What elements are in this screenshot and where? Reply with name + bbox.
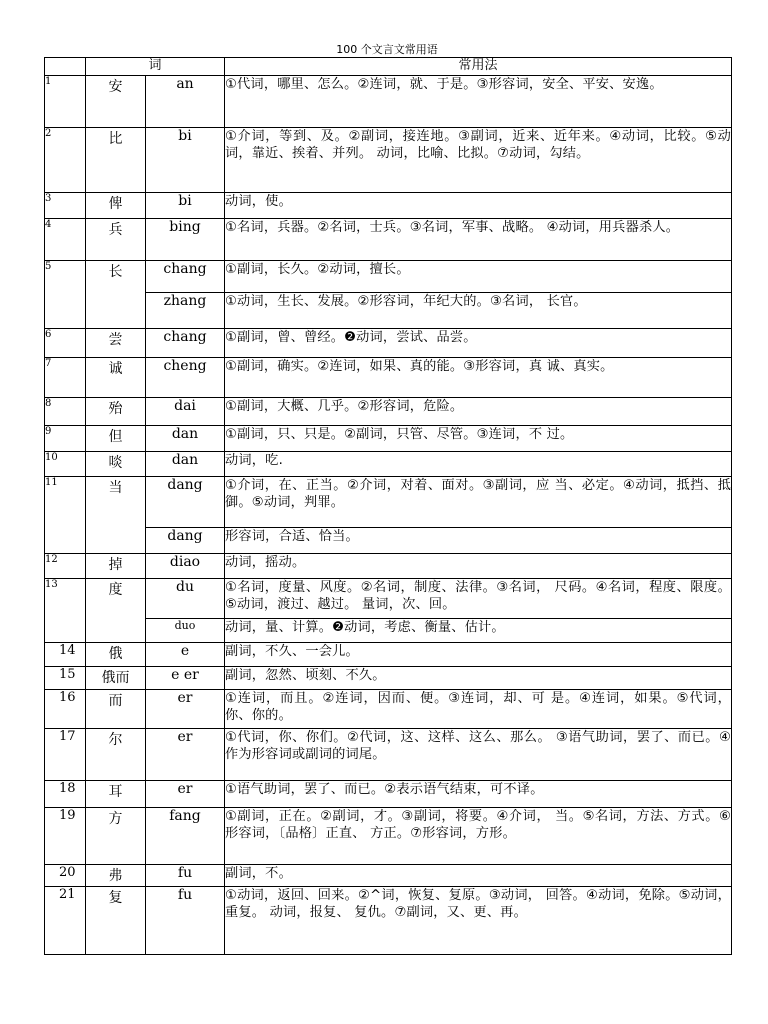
- row-pinyin: dang: [146, 528, 225, 554]
- row-number: 9: [45, 426, 86, 452]
- row-usage: ①动词，生长、发展。②形容词，年纪大的。③名词， 长官。: [225, 293, 732, 329]
- row-number: 18: [45, 781, 86, 808]
- table-row: [45, 193, 732, 219]
- table-row: [45, 76, 732, 128]
- row-number: 16: [45, 690, 86, 729]
- row-pinyin: er: [146, 729, 225, 781]
- row-pinyin: zhang: [146, 293, 225, 329]
- table-row: [45, 579, 732, 619]
- row-pinyin: bi: [146, 193, 225, 219]
- row-usage: ①名词，兵器。②名词，士兵。③名词，军事、战略。 ④动词，用兵器杀人。: [225, 219, 732, 261]
- row-number: 14: [45, 643, 86, 667]
- table-row: [45, 261, 732, 293]
- row-pinyin: dan: [146, 452, 225, 477]
- row-usage: 动词，使。: [225, 193, 732, 219]
- row-character: 啖: [86, 452, 146, 477]
- row-pinyin: dai: [146, 398, 225, 426]
- header-blank: [45, 58, 86, 76]
- row-character: 俾: [86, 193, 146, 219]
- row-usage: ①副词，正在。②副词，才。③副词，将要。④介词， 当。⑤名词，方法、方式。⑥ 形容词，〔品格〕正直、 方正。⑦形容词，方形。: [225, 808, 732, 865]
- row-number: 2: [45, 128, 86, 193]
- row-pinyin: fu: [146, 865, 225, 887]
- row-usage: ①副词，只、只是。②副词，只管、尽管。③连词，不 过。: [225, 426, 732, 452]
- row-number: 8: [45, 398, 86, 426]
- row-pinyin: er: [146, 781, 225, 808]
- row-number: 17: [45, 729, 86, 781]
- row-character: 但: [86, 426, 146, 452]
- row-character: 比: [86, 128, 146, 193]
- table-row: [45, 729, 732, 781]
- row-character: 长: [86, 261, 146, 329]
- row-number: 3: [45, 193, 86, 219]
- table-row: [45, 528, 732, 554]
- row-character: 尔: [86, 729, 146, 781]
- row-pinyin: fu: [146, 887, 225, 955]
- row-usage: 副词，不久、一会儿。: [225, 643, 732, 667]
- table-row: [45, 619, 732, 643]
- table-row: [45, 887, 732, 955]
- row-character: 安: [86, 76, 146, 128]
- row-character: 尝: [86, 329, 146, 358]
- table-row: [45, 219, 732, 261]
- row-pinyin: fang: [146, 808, 225, 865]
- row-character: 方: [86, 808, 146, 865]
- row-usage: 副词，忽然、顷刻、不久。: [225, 667, 732, 690]
- row-pinyin: bing: [146, 219, 225, 261]
- row-character: 诚: [86, 358, 146, 398]
- row-pinyin: cheng: [146, 358, 225, 398]
- row-number: 12: [45, 554, 86, 579]
- row-usage: ①连词，而且。②连词，因而、便。③连词，却、可 是。④连词，如果。⑤代词，你、你的。: [225, 690, 732, 729]
- row-character: 俄而: [86, 667, 146, 690]
- row-usage: 副词，不。: [225, 865, 732, 887]
- table-row: [45, 128, 732, 193]
- row-character: 俄: [86, 643, 146, 667]
- header-usage: 常用法: [225, 58, 732, 76]
- table-row: [45, 667, 732, 690]
- table-row: [45, 452, 732, 477]
- row-number: 15: [45, 667, 86, 690]
- row-usage: ①语气助词，罢了、而已。②表示语气结束，可不译。: [225, 781, 732, 808]
- row-character: 殆: [86, 398, 146, 426]
- row-number: 4: [45, 219, 86, 261]
- document-title: 100 个文言文常用语: [336, 43, 438, 56]
- row-pinyin: chang: [146, 329, 225, 358]
- row-usage: ①副词，确实。②连词，如果、真的能。③形容词，真 诚、真实。: [225, 358, 732, 398]
- row-number: 1: [45, 76, 86, 128]
- row-usage: ①名词，度量、风度。②名词，制度、法律。③名词， 尺码。④名词，程度、限度。⑤动词，渡过、越过。 量词，次、回。: [225, 579, 732, 619]
- table-row: [45, 293, 732, 329]
- row-character: 当: [86, 477, 146, 554]
- row-pinyin: an: [146, 76, 225, 128]
- row-usage: ①副词，曾、曾经。❷动词，尝试、品尝。: [225, 329, 732, 358]
- row-usage: 动词，量、计算。❷动词，考虑、衡量、估计。: [225, 619, 732, 643]
- row-pinyin: e: [146, 643, 225, 667]
- row-number: 10: [45, 452, 86, 477]
- table-row: [45, 329, 732, 358]
- row-pinyin: bi: [146, 128, 225, 193]
- row-character: 度: [86, 579, 146, 643]
- row-pinyin: chang: [146, 261, 225, 293]
- table-row: [45, 554, 732, 579]
- row-character: 掉: [86, 554, 146, 579]
- row-usage: 动词，吃.: [225, 452, 732, 477]
- row-pinyin: du: [146, 579, 225, 619]
- row-character: 兵: [86, 219, 146, 261]
- row-pinyin: e er: [146, 667, 225, 690]
- row-pinyin: dang: [146, 477, 225, 528]
- header-word: 词: [86, 58, 225, 76]
- table-row: [45, 477, 732, 528]
- row-usage: ①副词，长久。②动词，擅长。: [225, 261, 732, 293]
- row-number: 7: [45, 358, 86, 398]
- row-character: 弗: [86, 865, 146, 887]
- vocabulary-table: [44, 57, 732, 955]
- table-row: [45, 398, 732, 426]
- row-number: 13: [45, 579, 86, 643]
- table-row: [45, 358, 732, 398]
- table-header-row: [45, 58, 732, 76]
- row-usage: ①动词，返回、回来。②^词，恢复、复原。③动词， 回答。④动词，免除。⑤动词，重复。 动词，报复、 复仇。⑦副词，又、更、再。: [225, 887, 732, 955]
- table-row: [45, 643, 732, 667]
- row-number: 5: [45, 261, 86, 329]
- row-number: 6: [45, 329, 86, 358]
- table-row: [45, 426, 732, 452]
- row-pinyin: dan: [146, 426, 225, 452]
- row-number: 20: [45, 865, 86, 887]
- row-pinyin: duo: [146, 619, 225, 643]
- row-usage: 动词，摇动。: [225, 554, 732, 579]
- row-number: 11: [45, 477, 86, 554]
- row-usage: ①代词，你、你们。②代词，这、这样、这么、那么。 ③语气助词，罢了、而已。④作为形容词或副词的词尾。: [225, 729, 732, 781]
- row-usage: ①代词，哪里、怎么。②连词，就、于是。③形容词，安全、平安、安逸。: [225, 76, 732, 128]
- row-usage: ①副词，大概、几乎。②形容词，危险。: [225, 398, 732, 426]
- row-usage: ①介词，等到、及。②副词，接连地。③副词，近来、近年来。④动词，比较。⑤动词，靠近、挨着、并列。 动词，比喻、比拟。⑦动词，勾结。: [225, 128, 732, 193]
- table-row: [45, 865, 732, 887]
- table-row: [45, 781, 732, 808]
- row-character: 耳: [86, 781, 146, 808]
- row-usage: ①介词，在、正当。②介词，对着、面对。③副词，应 当、必定。④动词，抵挡、抵御。⑤动词，判罪。: [225, 477, 732, 528]
- table-row: [45, 808, 732, 865]
- row-pinyin: er: [146, 690, 225, 729]
- row-number: 19: [45, 808, 86, 865]
- table-row: [45, 690, 732, 729]
- row-character: 复: [86, 887, 146, 955]
- row-usage: 形容词，合适、恰当。: [225, 528, 732, 554]
- row-number: 21: [45, 887, 86, 955]
- row-character: 而: [86, 690, 146, 729]
- row-pinyin: diao: [146, 554, 225, 579]
